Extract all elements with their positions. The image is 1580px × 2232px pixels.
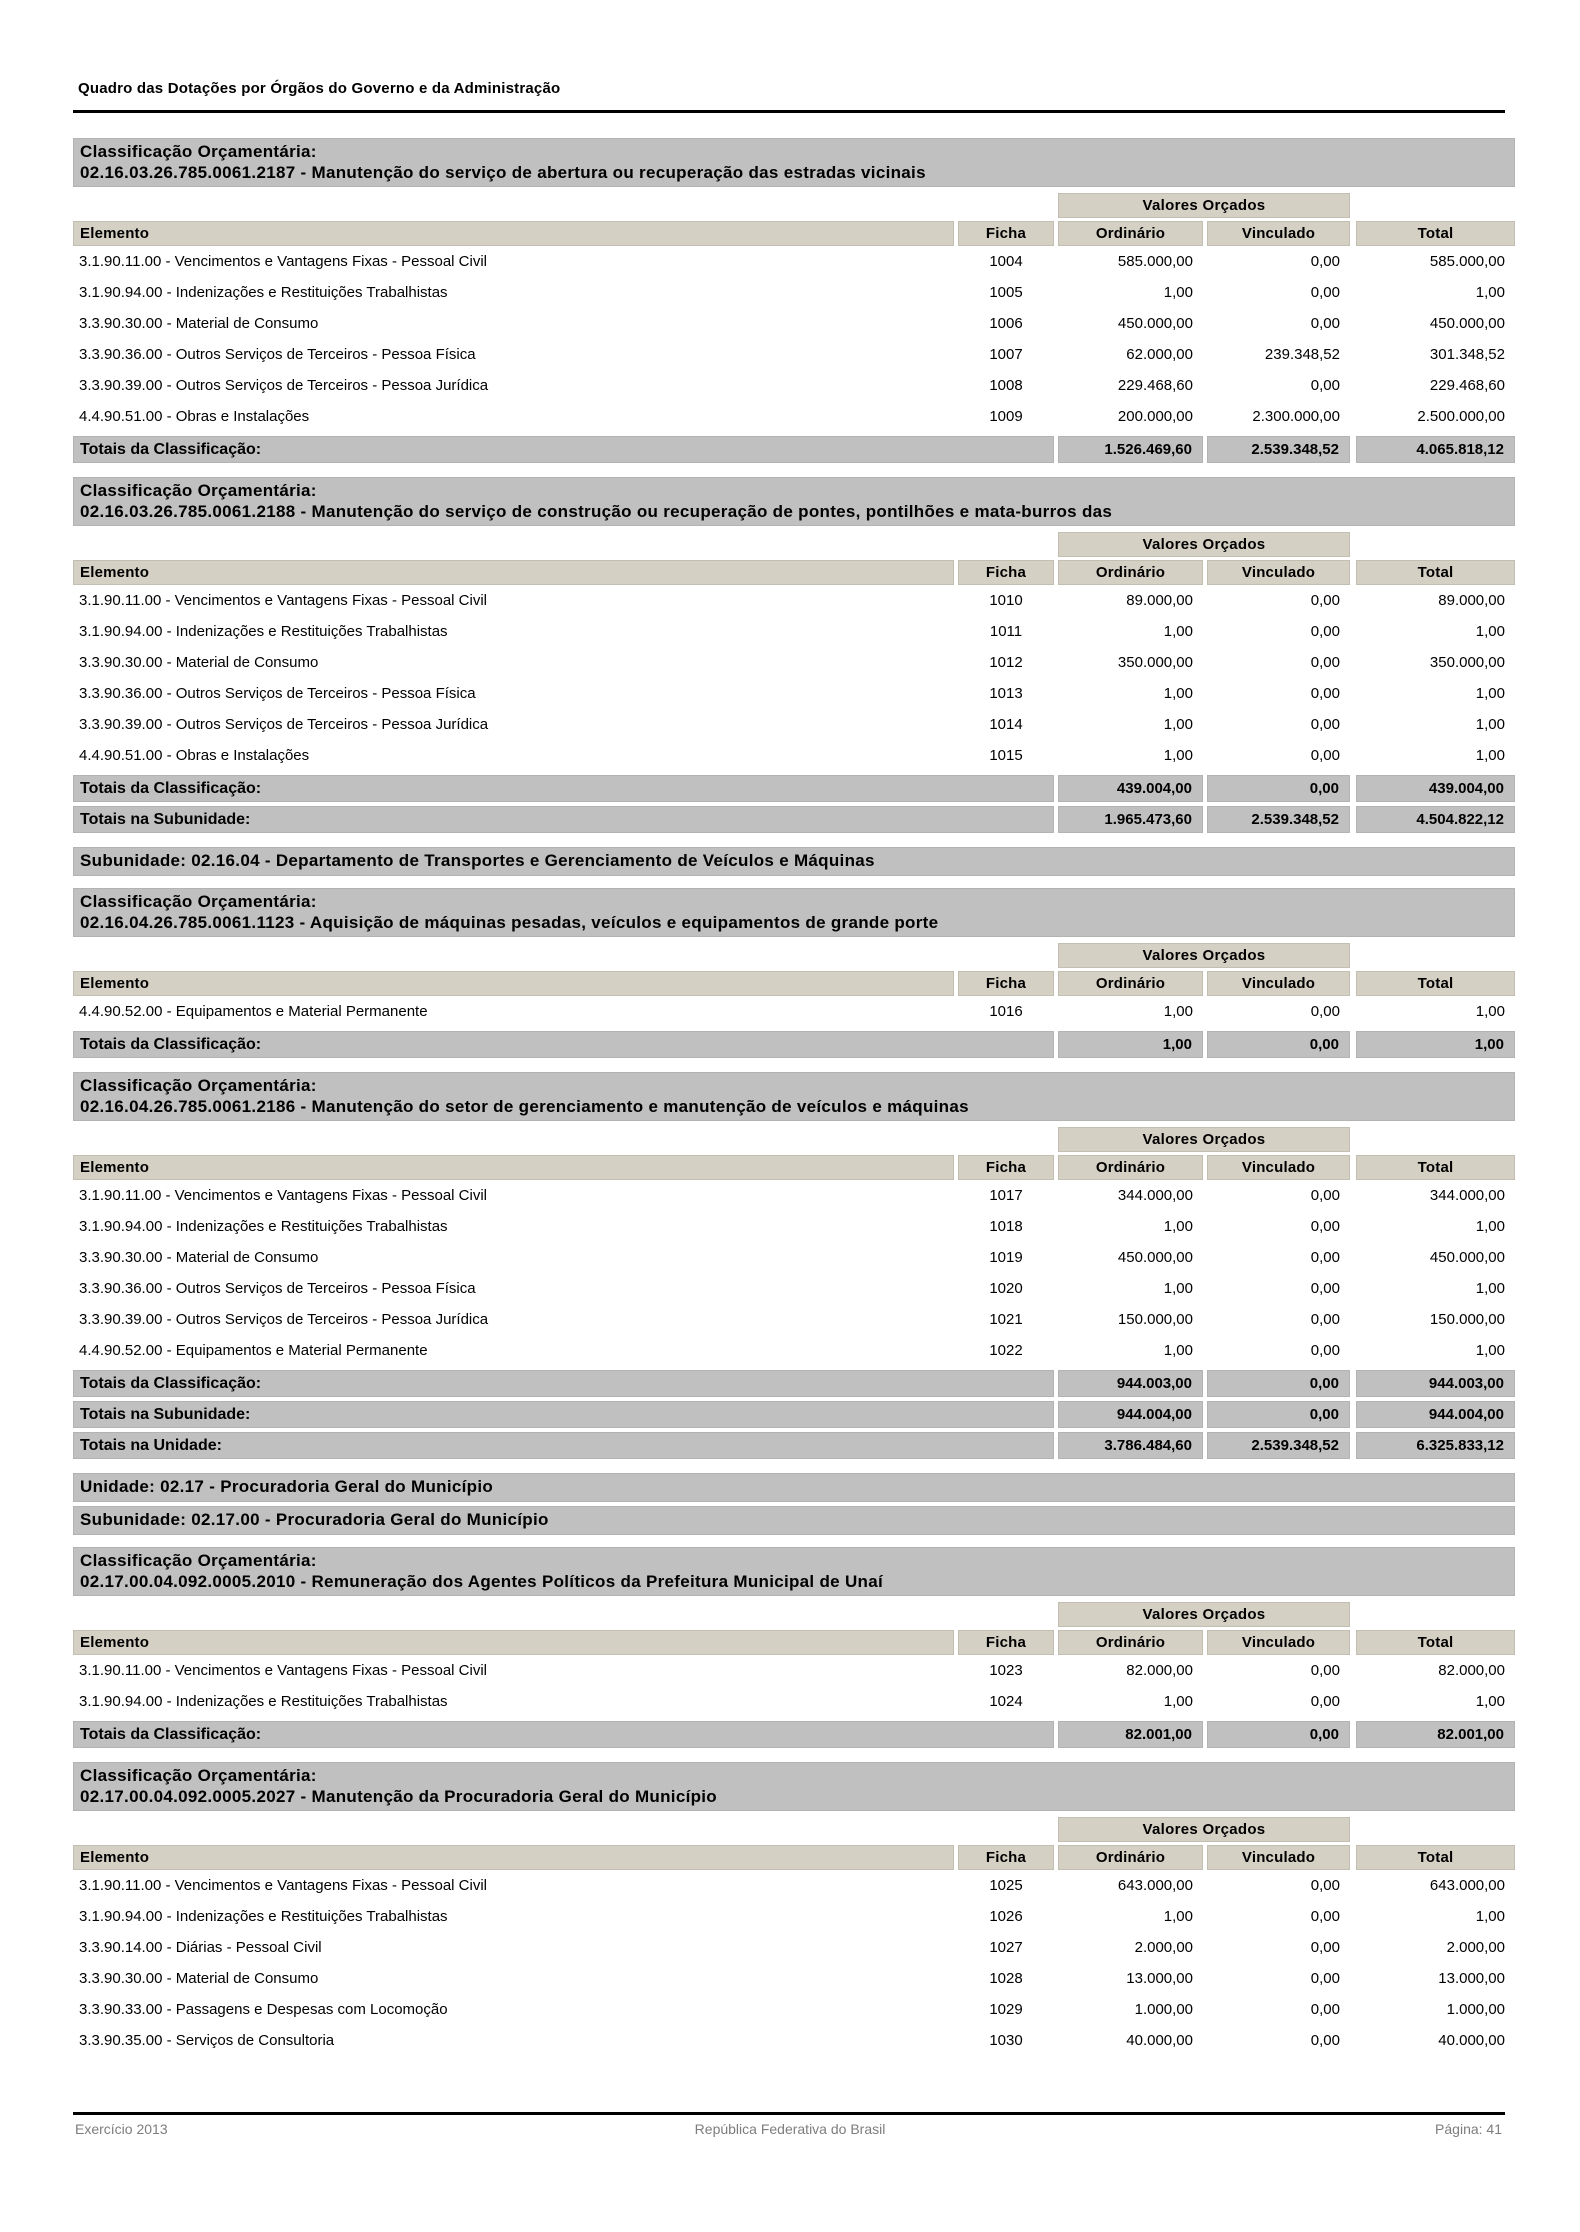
row-vinculado-value: 0,00 bbox=[1310, 2032, 1340, 2049]
row-elemento: 3.3.90.36.00 - Outros Serviços de Terceiros - Pessoa Física bbox=[79, 685, 476, 702]
row-total-value: 40.000,00 bbox=[1438, 2032, 1505, 2049]
classification-band bbox=[73, 888, 1515, 937]
row-vinculado-value: 0,00 bbox=[1310, 747, 1340, 764]
totals-total-value: 439.004,00 bbox=[1356, 775, 1515, 802]
table-row bbox=[73, 1901, 1515, 1932]
row-elemento: 3.1.90.94.00 - Indenizações e Restituições Trabalhistas bbox=[79, 1693, 448, 1710]
table-row bbox=[73, 647, 1515, 678]
row-ordinario-value: 1,00 bbox=[1163, 747, 1193, 764]
row-total-value: 2.500.000,00 bbox=[1417, 408, 1505, 425]
totals-vinculado-value: 2.539.348,52 bbox=[1207, 1432, 1350, 1459]
totals-row bbox=[73, 1401, 1515, 1428]
column-header-ordinario: Ordinário bbox=[1058, 971, 1203, 996]
totals-total-value: 4.065.818,12 bbox=[1356, 436, 1515, 463]
row-elemento: 3.3.90.35.00 - Serviços de Consultoria bbox=[79, 2032, 335, 2049]
column-header-vinculado: Vinculado bbox=[1207, 971, 1350, 996]
budget-table bbox=[73, 1602, 1515, 1717]
totals-total-value: 6.325.833,12 bbox=[1356, 1432, 1515, 1459]
column-header-vinculado: Vinculado bbox=[1207, 221, 1350, 246]
report-title: Quadro das Dotações por Órgãos do Governo e da Administração bbox=[78, 80, 561, 97]
totals-total-value: 944.003,00 bbox=[1356, 1370, 1515, 1397]
row-ficha: 1028 bbox=[989, 1970, 1023, 1987]
row-elemento: 3.3.90.30.00 - Material de Consumo bbox=[79, 1249, 319, 1266]
budget-table bbox=[73, 532, 1515, 771]
subunidade-band bbox=[73, 847, 1515, 876]
table-row bbox=[73, 2025, 1515, 2056]
column-header-total: Total bbox=[1356, 221, 1515, 246]
row-vinculado-value: 0,00 bbox=[1310, 1970, 1340, 1987]
row-vinculado-value: 0,00 bbox=[1310, 284, 1340, 301]
totals-ordinario-value: 82.001,00 bbox=[1058, 1721, 1203, 1748]
row-ordinario-value: 1,00 bbox=[1163, 716, 1193, 733]
totals-vinculado-value: 0,00 bbox=[1207, 1031, 1350, 1058]
row-vinculado-value: 0,00 bbox=[1310, 1662, 1340, 1679]
column-header-vinculado: Vinculado bbox=[1207, 1630, 1350, 1655]
row-ordinario-value: 200.000,00 bbox=[1117, 408, 1193, 425]
row-vinculado-value: 0,00 bbox=[1310, 1249, 1340, 1266]
row-ficha: 1029 bbox=[989, 2001, 1023, 2018]
totals-ordinario-value: 3.786.484,60 bbox=[1058, 1432, 1203, 1459]
row-total-value: 585.000,00 bbox=[1429, 253, 1505, 270]
report-content bbox=[73, 138, 1515, 2056]
column-header-ficha: Ficha bbox=[958, 560, 1054, 585]
totals-label: Totais da Classificação: bbox=[73, 1721, 1054, 1748]
row-ordinario-value: 585.000,00 bbox=[1117, 253, 1193, 270]
table-row bbox=[73, 401, 1515, 432]
totals-ordinario-value: 944.004,00 bbox=[1058, 1401, 1203, 1428]
row-ficha: 1025 bbox=[989, 1877, 1023, 1894]
row-ficha: 1012 bbox=[989, 654, 1023, 671]
column-header-ordinario: Ordinário bbox=[1058, 1155, 1203, 1180]
row-total-value: 1,00 bbox=[1475, 623, 1505, 640]
row-elemento: 3.1.90.11.00 - Vencimentos e Vantagens Fixas - Pessoal Civil bbox=[79, 1187, 487, 1204]
row-total-value: 350.000,00 bbox=[1429, 654, 1505, 671]
row-ordinario-value: 1,00 bbox=[1163, 284, 1193, 301]
column-header-row bbox=[73, 1155, 1515, 1180]
row-total-value: 1,00 bbox=[1475, 747, 1505, 764]
totals-label: Totais na Subunidade: bbox=[73, 1401, 1054, 1428]
classification-band bbox=[73, 1072, 1515, 1121]
row-ordinario-value: 229.468,60 bbox=[1117, 377, 1193, 394]
footer-page-number: Página: 41 bbox=[1435, 2121, 1502, 2137]
column-header-ficha: Ficha bbox=[958, 1630, 1054, 1655]
row-ficha: 1023 bbox=[989, 1662, 1023, 1679]
column-header-ficha: Ficha bbox=[958, 971, 1054, 996]
column-header-vinculado: Vinculado bbox=[1207, 1845, 1350, 1870]
row-vinculado-value: 0,00 bbox=[1310, 1218, 1340, 1235]
row-total-value: 229.468,60 bbox=[1429, 377, 1505, 394]
column-header-elemento: Elemento bbox=[73, 1630, 954, 1655]
row-vinculado-value: 0,00 bbox=[1310, 253, 1340, 270]
column-header-row bbox=[73, 221, 1515, 246]
row-ordinario-value: 450.000,00 bbox=[1117, 1249, 1193, 1266]
column-header-elemento: Elemento bbox=[73, 1845, 954, 1870]
row-ficha: 1017 bbox=[989, 1187, 1023, 1204]
row-ficha: 1027 bbox=[989, 1939, 1023, 1956]
row-total-value: 301.348,52 bbox=[1429, 346, 1505, 363]
row-ordinario-value: 1,00 bbox=[1163, 1693, 1193, 1710]
table-row bbox=[73, 709, 1515, 740]
row-total-value: 150.000,00 bbox=[1429, 1311, 1505, 1328]
valores-orcados-group-header: Valores Orçados bbox=[1058, 943, 1350, 968]
classification-code-title: 02.16.04.26.785.0061.2186 - Manutenção do setor de gerenciamento e manutenção de veículos e máquinas bbox=[80, 1097, 969, 1116]
row-vinculado-value: 0,00 bbox=[1310, 315, 1340, 332]
totals-ordinario-value: 1.965.473,60 bbox=[1058, 806, 1203, 833]
column-header-elemento: Elemento bbox=[73, 971, 954, 996]
row-total-value: 1,00 bbox=[1475, 1693, 1505, 1710]
row-vinculado-value: 239.348,52 bbox=[1264, 346, 1340, 363]
classification-code-title: 02.16.03.26.785.0061.2187 - Manutenção do serviço de abertura ou recuperação das estradas vicinais bbox=[80, 163, 926, 182]
table-row bbox=[73, 1686, 1515, 1717]
subunidade-title: Subunidade: 02.17.00 - Procuradoria Geral do Município bbox=[80, 1510, 549, 1529]
column-header-vinculado: Vinculado bbox=[1207, 1155, 1350, 1180]
row-total-value: 1,00 bbox=[1475, 1342, 1505, 1359]
row-total-value: 82.000,00 bbox=[1438, 1662, 1505, 1679]
row-elemento: 3.3.90.39.00 - Outros Serviços de Terceiros - Pessoa Jurídica bbox=[79, 716, 489, 733]
totals-total-value: 4.504.822,12 bbox=[1356, 806, 1515, 833]
row-ordinario-value: 1,00 bbox=[1163, 685, 1193, 702]
row-total-value: 1,00 bbox=[1475, 1218, 1505, 1235]
row-vinculado-value: 0,00 bbox=[1310, 716, 1340, 733]
row-elemento: 3.1.90.94.00 - Indenizações e Restituições Trabalhistas bbox=[79, 623, 448, 640]
totals-ordinario-value: 944.003,00 bbox=[1058, 1370, 1203, 1397]
row-vinculado-value: 0,00 bbox=[1310, 1939, 1340, 1956]
valores-orcados-group-header: Valores Orçados bbox=[1058, 1602, 1350, 1627]
table-row bbox=[73, 616, 1515, 647]
row-ordinario-value: 1,00 bbox=[1163, 1280, 1193, 1297]
totals-row bbox=[73, 436, 1515, 463]
row-total-value: 1,00 bbox=[1475, 1280, 1505, 1297]
row-ficha: 1024 bbox=[989, 1693, 1023, 1710]
row-vinculado-value: 0,00 bbox=[1310, 1342, 1340, 1359]
subunidade-title: Subunidade: 02.16.04 - Departamento de Transportes e Gerenciamento de Veículos e Máquinas bbox=[80, 851, 875, 870]
table-row bbox=[73, 1273, 1515, 1304]
row-total-value: 450.000,00 bbox=[1429, 1249, 1505, 1266]
budget-table bbox=[73, 943, 1515, 1027]
column-header-total: Total bbox=[1356, 1155, 1515, 1180]
totals-vinculado-value: 0,00 bbox=[1207, 1370, 1350, 1397]
totals-ordinario-value: 439.004,00 bbox=[1058, 775, 1203, 802]
row-vinculado-value: 0,00 bbox=[1310, 1877, 1340, 1894]
row-elemento: 3.3.90.30.00 - Material de Consumo bbox=[79, 654, 319, 671]
row-total-value: 643.000,00 bbox=[1429, 1877, 1505, 1894]
row-elemento: 3.1.90.94.00 - Indenizações e Restituições Trabalhistas bbox=[79, 284, 448, 301]
row-ordinario-value: 40.000,00 bbox=[1126, 2032, 1193, 2049]
row-vinculado-value: 0,00 bbox=[1310, 1187, 1340, 1204]
row-elemento: 3.3.90.30.00 - Material de Consumo bbox=[79, 1970, 319, 1987]
column-header-ordinario: Ordinário bbox=[1058, 1845, 1203, 1870]
row-elemento: 4.4.90.51.00 - Obras e Instalações bbox=[79, 408, 310, 425]
row-total-value: 13.000,00 bbox=[1438, 1970, 1505, 1987]
column-header-ordinario: Ordinário bbox=[1058, 560, 1203, 585]
row-vinculado-value: 0,00 bbox=[1310, 623, 1340, 640]
row-ficha: 1021 bbox=[989, 1311, 1023, 1328]
row-ordinario-value: 643.000,00 bbox=[1117, 1877, 1193, 1894]
classification-code-title: 02.16.03.26.785.0061.2188 - Manutenção do serviço de construção ou recuperação de pontes, pontilhões e mata-burros das bbox=[80, 502, 1113, 521]
row-ordinario-value: 1,00 bbox=[1163, 1003, 1193, 1020]
row-elemento: 3.1.90.11.00 - Vencimentos e Vantagens Fixas - Pessoal Civil bbox=[79, 592, 487, 609]
totals-row bbox=[73, 1721, 1515, 1748]
column-header-ficha: Ficha bbox=[958, 1845, 1054, 1870]
row-ordinario-value: 450.000,00 bbox=[1117, 315, 1193, 332]
row-ordinario-value: 2.000,00 bbox=[1134, 1939, 1193, 1956]
row-elemento: 4.4.90.52.00 - Equipamentos e Material Permanente bbox=[79, 1003, 428, 1020]
title-rule bbox=[73, 110, 1505, 113]
column-header-row bbox=[73, 1630, 1515, 1655]
table-row bbox=[73, 1211, 1515, 1242]
budget-table bbox=[73, 1127, 1515, 1366]
row-ficha: 1020 bbox=[989, 1280, 1023, 1297]
row-vinculado-value: 0,00 bbox=[1310, 1311, 1340, 1328]
column-header-ficha: Ficha bbox=[958, 1155, 1054, 1180]
totals-label: Totais na Subunidade: bbox=[73, 806, 1054, 833]
totals-label: Totais da Classificação: bbox=[73, 1031, 1054, 1058]
subunidade-band bbox=[73, 1506, 1515, 1535]
row-total-value: 89.000,00 bbox=[1438, 592, 1505, 609]
totals-row bbox=[73, 1370, 1515, 1397]
row-total-value: 2.000,00 bbox=[1446, 1939, 1505, 1956]
totals-label: Totais da Classificação: bbox=[73, 1370, 1054, 1397]
classification-label: Classificação Orçamentária: bbox=[80, 892, 317, 911]
row-ficha: 1014 bbox=[989, 716, 1023, 733]
totals-label: Totais na Unidade: bbox=[73, 1432, 1054, 1459]
totals-vinculado-value: 2.539.348,52 bbox=[1207, 806, 1350, 833]
table-row bbox=[73, 1242, 1515, 1273]
column-header-total: Total bbox=[1356, 1845, 1515, 1870]
row-ficha: 1009 bbox=[989, 408, 1023, 425]
table-row bbox=[73, 1932, 1515, 1963]
table-row bbox=[73, 1180, 1515, 1211]
classification-label: Classificação Orçamentária: bbox=[80, 1766, 317, 1785]
row-ordinario-value: 150.000,00 bbox=[1117, 1311, 1193, 1328]
classification-code-title: 02.17.00.04.092.0005.2027 - Manutenção da Procuradoria Geral do Município bbox=[80, 1787, 717, 1806]
row-vinculado-value: 0,00 bbox=[1310, 654, 1340, 671]
row-total-value: 344.000,00 bbox=[1429, 1187, 1505, 1204]
row-total-value: 1,00 bbox=[1475, 685, 1505, 702]
row-vinculado-value: 0,00 bbox=[1310, 1693, 1340, 1710]
table-row bbox=[73, 585, 1515, 616]
totals-ordinario-value: 1,00 bbox=[1058, 1031, 1203, 1058]
column-header-total: Total bbox=[1356, 1630, 1515, 1655]
row-vinculado-value: 0,00 bbox=[1310, 1003, 1340, 1020]
classification-band bbox=[73, 477, 1515, 526]
row-ficha: 1013 bbox=[989, 685, 1023, 702]
table-row bbox=[73, 1870, 1515, 1901]
totals-vinculado-value: 0,00 bbox=[1207, 1401, 1350, 1428]
valores-orcados-group-header: Valores Orçados bbox=[1058, 193, 1350, 218]
budget-table bbox=[73, 1817, 1515, 2056]
column-header-elemento: Elemento bbox=[73, 1155, 954, 1180]
classification-band bbox=[73, 1762, 1515, 1811]
row-total-value: 1,00 bbox=[1475, 1003, 1505, 1020]
row-elemento: 3.3.90.14.00 - Diárias - Pessoal Civil bbox=[79, 1939, 322, 1956]
column-header-row bbox=[73, 1845, 1515, 1870]
totals-label: Totais da Classificação: bbox=[73, 436, 1054, 463]
budget-table bbox=[73, 193, 1515, 432]
row-elemento: 3.3.90.39.00 - Outros Serviços de Terceiros - Pessoa Jurídica bbox=[79, 377, 489, 394]
classification-label: Classificação Orçamentária: bbox=[80, 481, 317, 500]
row-total-value: 450.000,00 bbox=[1429, 315, 1505, 332]
column-header-total: Total bbox=[1356, 560, 1515, 585]
row-vinculado-value: 0,00 bbox=[1310, 1280, 1340, 1297]
footer-country-label: República Federativa do Brasil bbox=[694, 2121, 886, 2137]
row-ficha: 1016 bbox=[989, 1003, 1023, 1020]
row-ordinario-value: 1,00 bbox=[1163, 623, 1193, 640]
column-header-total: Total bbox=[1356, 971, 1515, 996]
row-total-value: 1.000,00 bbox=[1446, 2001, 1505, 2018]
classification-label: Classificação Orçamentária: bbox=[80, 1551, 317, 1570]
row-elemento: 3.1.90.11.00 - Vencimentos e Vantagens Fixas - Pessoal Civil bbox=[79, 1877, 487, 1894]
row-ordinario-value: 89.000,00 bbox=[1126, 592, 1193, 609]
row-vinculado-value: 0,00 bbox=[1310, 592, 1340, 609]
row-vinculado-value: 0,00 bbox=[1310, 1908, 1340, 1925]
row-ficha: 1022 bbox=[989, 1342, 1023, 1359]
row-vinculado-value: 0,00 bbox=[1310, 2001, 1340, 2018]
row-elemento: 3.3.90.33.00 - Passagens e Despesas com Locomoção bbox=[79, 2001, 448, 2018]
unidade-band bbox=[73, 1473, 1515, 1502]
column-header-vinculado: Vinculado bbox=[1207, 560, 1350, 585]
table-row bbox=[73, 308, 1515, 339]
row-ordinario-value: 1.000,00 bbox=[1134, 2001, 1193, 2018]
row-ordinario-value: 1,00 bbox=[1163, 1908, 1193, 1925]
totals-vinculado-value: 0,00 bbox=[1207, 1721, 1350, 1748]
totals-total-value: 944.004,00 bbox=[1356, 1401, 1515, 1428]
classification-code-title: 02.16.04.26.785.0061.1123 - Aquisição de máquinas pesadas, veículos e equipamentos de grande porte bbox=[80, 913, 939, 932]
column-header-elemento: Elemento bbox=[73, 221, 954, 246]
row-elemento: 3.3.90.30.00 - Material de Consumo bbox=[79, 315, 319, 332]
row-elemento: 3.1.90.11.00 - Vencimentos e Vantagens Fixas - Pessoal Civil bbox=[79, 253, 487, 270]
column-header-ficha: Ficha bbox=[958, 221, 1054, 246]
row-ficha: 1026 bbox=[989, 1908, 1023, 1925]
row-elemento: 3.1.90.94.00 - Indenizações e Restituições Trabalhistas bbox=[79, 1908, 448, 1925]
row-total-value: 1,00 bbox=[1475, 716, 1505, 733]
table-row bbox=[73, 1335, 1515, 1366]
row-ficha: 1010 bbox=[989, 592, 1023, 609]
table-row bbox=[73, 1994, 1515, 2025]
totals-vinculado-value: 0,00 bbox=[1207, 775, 1350, 802]
column-header-row bbox=[73, 560, 1515, 585]
classification-band bbox=[73, 1547, 1515, 1596]
row-elemento: 3.3.90.36.00 - Outros Serviços de Terceiros - Pessoa Física bbox=[79, 346, 476, 363]
valores-orcados-group-header: Valores Orçados bbox=[1058, 1127, 1350, 1152]
table-row bbox=[73, 996, 1515, 1027]
row-ordinario-value: 344.000,00 bbox=[1117, 1187, 1193, 1204]
classification-label: Classificação Orçamentária: bbox=[80, 142, 317, 161]
table-row bbox=[73, 1963, 1515, 1994]
row-elemento: 4.4.90.51.00 - Obras e Instalações bbox=[79, 747, 310, 764]
row-ficha: 1018 bbox=[989, 1218, 1023, 1235]
totals-vinculado-value: 2.539.348,52 bbox=[1207, 436, 1350, 463]
column-header-row bbox=[73, 971, 1515, 996]
row-elemento: 3.1.90.11.00 - Vencimentos e Vantagens Fixas - Pessoal Civil bbox=[79, 1662, 487, 1679]
row-vinculado-value: 2.300.000,00 bbox=[1252, 408, 1340, 425]
row-vinculado-value: 0,00 bbox=[1310, 685, 1340, 702]
row-total-value: 1,00 bbox=[1475, 1908, 1505, 1925]
row-ficha: 1015 bbox=[989, 747, 1023, 764]
row-ordinario-value: 1,00 bbox=[1163, 1218, 1193, 1235]
row-ordinario-value: 13.000,00 bbox=[1126, 1970, 1193, 1987]
totals-ordinario-value: 1.526.469,60 bbox=[1058, 436, 1203, 463]
row-ordinario-value: 82.000,00 bbox=[1126, 1662, 1193, 1679]
row-elemento: 4.4.90.52.00 - Equipamentos e Material Permanente bbox=[79, 1342, 428, 1359]
row-ordinario-value: 350.000,00 bbox=[1117, 654, 1193, 671]
totals-row bbox=[73, 1031, 1515, 1058]
classification-code-title: 02.17.00.04.092.0005.2010 - Remuneração dos Agentes Políticos da Prefeitura Municipal de Unaí bbox=[80, 1572, 883, 1591]
row-ficha: 1019 bbox=[989, 1249, 1023, 1266]
classification-label: Classificação Orçamentária: bbox=[80, 1076, 317, 1095]
row-ficha: 1007 bbox=[989, 346, 1023, 363]
column-header-elemento: Elemento bbox=[73, 560, 954, 585]
valores-orcados-group-header: Valores Orçados bbox=[1058, 1817, 1350, 1842]
row-ficha: 1006 bbox=[989, 315, 1023, 332]
column-header-ordinario: Ordinário bbox=[1058, 1630, 1203, 1655]
table-row bbox=[73, 740, 1515, 771]
row-total-value: 1,00 bbox=[1475, 284, 1505, 301]
row-elemento: 3.3.90.36.00 - Outros Serviços de Terceiros - Pessoa Física bbox=[79, 1280, 476, 1297]
row-elemento: 3.1.90.94.00 - Indenizações e Restituições Trabalhistas bbox=[79, 1218, 448, 1235]
row-ordinario-value: 62.000,00 bbox=[1126, 346, 1193, 363]
row-ficha: 1004 bbox=[989, 253, 1023, 270]
unidade-title: Unidade: 02.17 - Procuradoria Geral do Município bbox=[80, 1477, 494, 1496]
totals-row bbox=[73, 806, 1515, 833]
row-ficha: 1011 bbox=[989, 623, 1023, 640]
table-row bbox=[73, 370, 1515, 401]
classification-band bbox=[73, 138, 1515, 187]
totals-row bbox=[73, 1432, 1515, 1459]
table-row bbox=[73, 339, 1515, 370]
footer-rule bbox=[73, 2112, 1505, 2115]
row-ficha: 1030 bbox=[989, 2032, 1023, 2049]
row-ficha: 1005 bbox=[989, 284, 1023, 301]
table-row bbox=[73, 678, 1515, 709]
column-header-ordinario: Ordinário bbox=[1058, 221, 1203, 246]
row-ordinario-value: 1,00 bbox=[1163, 1342, 1193, 1359]
totals-total-value: 1,00 bbox=[1356, 1031, 1515, 1058]
totals-label: Totais da Classificação: bbox=[73, 775, 1054, 802]
footer-exercise-year: Exercício 2013 bbox=[75, 2121, 168, 2137]
row-elemento: 3.3.90.39.00 - Outros Serviços de Terceiros - Pessoa Jurídica bbox=[79, 1311, 489, 1328]
totals-row bbox=[73, 775, 1515, 802]
valores-orcados-group-header: Valores Orçados bbox=[1058, 532, 1350, 557]
table-row bbox=[73, 1655, 1515, 1686]
totals-total-value: 82.001,00 bbox=[1356, 1721, 1515, 1748]
table-row bbox=[73, 277, 1515, 308]
table-row bbox=[73, 1304, 1515, 1335]
row-ficha: 1008 bbox=[989, 377, 1023, 394]
row-vinculado-value: 0,00 bbox=[1310, 377, 1340, 394]
table-row bbox=[73, 246, 1515, 277]
